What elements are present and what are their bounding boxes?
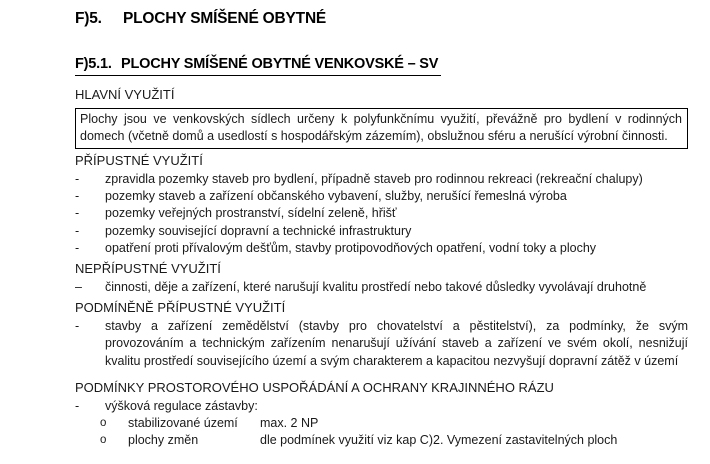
sub-item-label: plochy změn <box>128 433 199 448</box>
list-item-text: výšková regulace zástavby: <box>105 398 258 413</box>
list-item <box>75 318 688 370</box>
heading-nepripustne-vyuziti: NEPŘÍPUSTNÉ VYUŽITÍ <box>75 261 221 277</box>
subsection-title: PLOCHY SMÍŠENÉ OBYTNÉ VENKOVSKÉ – SV <box>121 56 439 72</box>
sub-list-item <box>75 415 688 432</box>
bullet-marker: - <box>75 206 80 221</box>
sub-list-item <box>75 432 688 449</box>
bullet-marker: - <box>75 319 80 334</box>
bullet-marker: - <box>75 189 80 204</box>
list-item-text: činnosti, děje a zařízení, které narušují kvalitu prostředí nebo takové důsledky vyvolávají druhotně <box>105 280 647 295</box>
hlavni-vyuziti-box: Plochy jsou ve venkovských sídlech určeny k polyfunkčnímu využití, převážně pro bydlení v rodinných domech (včetně domů a usedlostí s hospodářským zázemím), obslužnou sféru a nerušící výrobní činnosti. <box>75 108 688 149</box>
bullet-marker: - <box>75 240 80 255</box>
subsection-heading <box>75 55 441 76</box>
list-item-text: zpravidla pozemky staveb pro bydlení, případně staveb pro rodinnou rekreaci (rekreační chalupy) <box>105 172 643 186</box>
bullet-marker: - <box>75 223 80 238</box>
list-item <box>75 205 688 222</box>
list-item-text: pozemky veřejných prostranství, sídelní zeleně, hřišť <box>105 206 397 221</box>
subsection-number: F)5.1. <box>75 56 112 72</box>
list-item <box>75 188 688 205</box>
list-item-text: stavby a zařízení zemědělství (stavby pro chovatelství a pěstitelství), za podmínky, že svým provozováním a technickým zařízením nenarušují užívání staveb a zařízení ve svém okolí, nesnižují kvalitu prostředí souvisejícího území a svým charakterem a kapacitou nezvyšují dopravní zátěž v území <box>105 319 688 368</box>
list-item <box>75 171 688 188</box>
sub-item-label: stabilizované území <box>128 416 238 431</box>
list-item <box>75 223 688 240</box>
sub-item-value: max. 2 NP <box>260 416 319 431</box>
list-item-text: pozemky staveb a zařízení občanského vybavení, služby, nerušící řemeslná výroba <box>105 189 567 204</box>
sub-bullet-marker: o <box>100 417 107 430</box>
bullet-marker: – <box>75 280 82 295</box>
list-item <box>75 240 688 257</box>
sub-bullet-marker: o <box>100 434 107 447</box>
bullet-marker: - <box>75 172 80 186</box>
heading-pripustne-vyuziti: PŘÍPUSTNÉ VYUŽITÍ <box>75 153 203 168</box>
list-item-text: opatření proti přívalovým dešťům, stavby protipovodňových opatření, vodní toky a plochy <box>105 240 597 255</box>
list-item-text: pozemky související dopravní a technické infrastruktury <box>105 223 412 238</box>
section-title: PLOCHY SMÍŠENÉ OBYTNÉ <box>123 10 327 27</box>
list-item <box>75 398 688 415</box>
section-number: F)5. <box>75 10 102 27</box>
heading-podminene-pripustne-vyuziti: PODMÍNĚNĚ PŘÍPUSTNÉ VYUŽITÍ <box>75 300 286 316</box>
bullet-marker: - <box>75 398 80 413</box>
heading-hlavni-vyuziti: HLAVNÍ VYUŽITÍ <box>75 87 175 102</box>
sub-item-value: dle podmínek využití viz kap C)2. Vymezení zastavitelných ploch <box>260 433 618 448</box>
heading-podminky-prostoroveho-usporadani: PODMÍNKY PROSTOROVÉHO USPOŘÁDÁNÍ A OCHRANY KRAJINNÉHO RÁZU <box>75 379 554 395</box>
section-heading <box>75 10 688 28</box>
list-item <box>75 279 688 296</box>
